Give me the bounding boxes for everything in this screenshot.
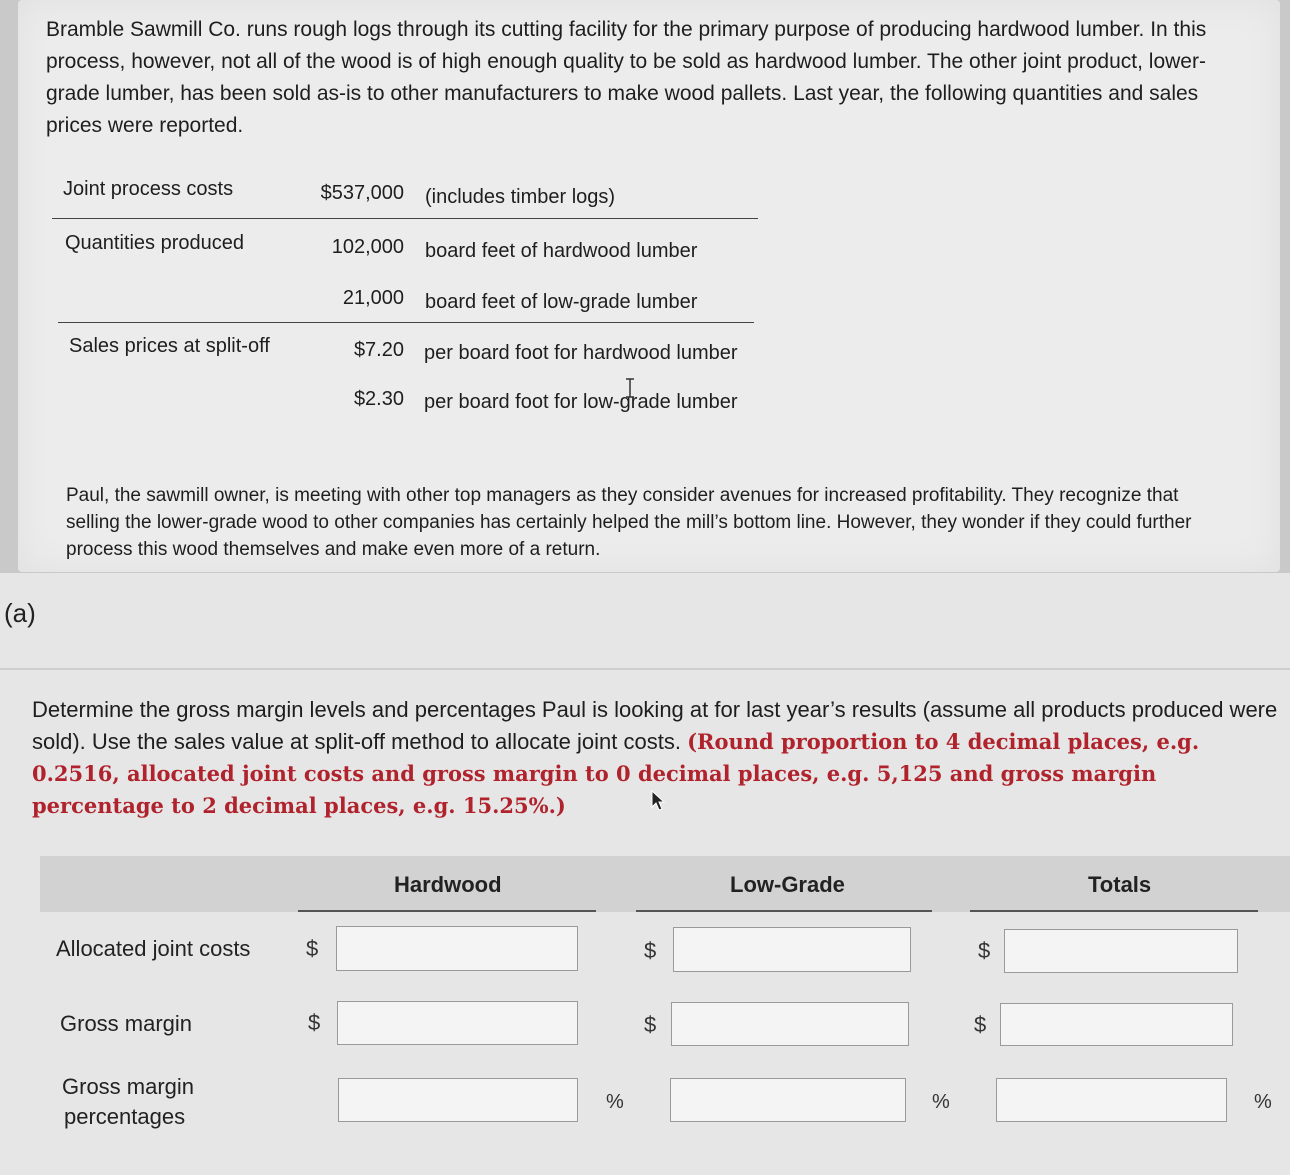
column-underline [298, 910, 596, 912]
lowgrade-gm-percent-input[interactable] [670, 1078, 906, 1122]
prices-label: Sales prices at split-off [69, 335, 270, 357]
currency-symbol: $ [306, 936, 319, 961]
currency-symbol: $ [644, 1012, 657, 1037]
column-header-hardwood: Hardwood [394, 872, 502, 897]
row-label-gm-percentages-line2: percentages [64, 1104, 186, 1129]
currency-symbol: $ [974, 1012, 987, 1037]
rounding-instructions: (Round proportion to 4 decimal places, e.g. 0.2516, allocated joint costs and gross margin to 0 decimal places, e.g. 5,125 and gross margin percentage to 2 decimal places, e.g. 15.25%.) [32, 729, 1200, 818]
lowgrade-quantity-desc: board feet of low-grade lumber [425, 291, 698, 313]
hardwood-price: $7.20 [353, 339, 404, 361]
row-label-allocated-joint-costs: Allocated joint costs [56, 936, 251, 961]
hardwood-allocated-input[interactable] [336, 926, 578, 971]
hardwood-gm-percent-input[interactable] [338, 1078, 578, 1122]
lowgrade-price: $2.30 [353, 388, 404, 410]
column-underline [636, 910, 932, 912]
currency-symbol: $ [978, 938, 991, 963]
column-underline [970, 910, 1258, 912]
hardwood-quantity-desc: board feet of hardwood lumber [425, 240, 698, 262]
totals-allocated-input[interactable] [1004, 929, 1238, 973]
currency-symbol: $ [308, 1010, 321, 1035]
totals-gross-margin-input[interactable] [1000, 1003, 1233, 1046]
lowgrade-allocated-input[interactable] [673, 927, 911, 972]
currency-symbol: $ [644, 938, 657, 963]
quantities-label: Quantities produced [65, 232, 245, 254]
lowgrade-gross-margin-input[interactable] [671, 1002, 909, 1046]
row-label-gm-percentages-line1: Gross margin [62, 1074, 195, 1099]
percent-symbol: % [606, 1091, 624, 1113]
hardwood-gross-margin-input[interactable] [337, 1001, 578, 1045]
row-label-gross-margin: Gross margin [60, 1011, 193, 1036]
part-label: (a) [4, 598, 36, 628]
joint-costs-label: Joint process costs [63, 178, 234, 200]
joint-costs-value: $537,000 [320, 182, 404, 204]
i-beam-cursor-icon [624, 378, 636, 398]
totals-gm-percent-input[interactable] [996, 1078, 1227, 1122]
percent-symbol: % [1254, 1091, 1272, 1113]
lowgrade-quantity: 21,000 [342, 287, 404, 309]
lowgrade-price-desc: per board foot for low-grade lumber [424, 391, 738, 413]
percent-symbol: % [932, 1091, 950, 1113]
facts-divider [58, 322, 754, 323]
column-header-totals: Totals [1088, 872, 1152, 897]
problem-intro: Bramble Sawmill Co. runs rough logs through its cutting facility for the primary purpose of producing hardwood lumber. In this process, however, not all of the wood is of high enough quality to be sold as hardwood lumber. The other joint product, lower-grade lumber, has been sold as-is to other manufacturers to make wood pallets. Last year, the following quantities and sales prices were reported. [46, 18, 1207, 137]
hardwood-quantity: 102,000 [331, 236, 404, 258]
column-header-lowgrade: Low-Grade [730, 872, 845, 897]
context-paragraph: Paul, the sawmill owner, is meeting with other top managers as they consider avenues for increased profitability. They recognize that selling the lower-grade wood to other companies has certainly helped the mill’s bottom line. However, they wonder if they could further process this wood themselves and make even more of a return. [66, 485, 1192, 560]
section-divider [0, 668, 1290, 670]
question-instructions: Determine the gross margin levels and percentages Paul is looking at for last year’s results (assume all products produced were sold). Use the sales value at split-off method to allocate joint costs. [32, 697, 1278, 754]
joint-costs-note: (includes timber logs) [425, 186, 616, 208]
facts-divider [52, 218, 758, 219]
hardwood-price-desc: per board foot for hardwood lumber [424, 342, 738, 364]
arrow-pointer-icon [650, 790, 666, 812]
